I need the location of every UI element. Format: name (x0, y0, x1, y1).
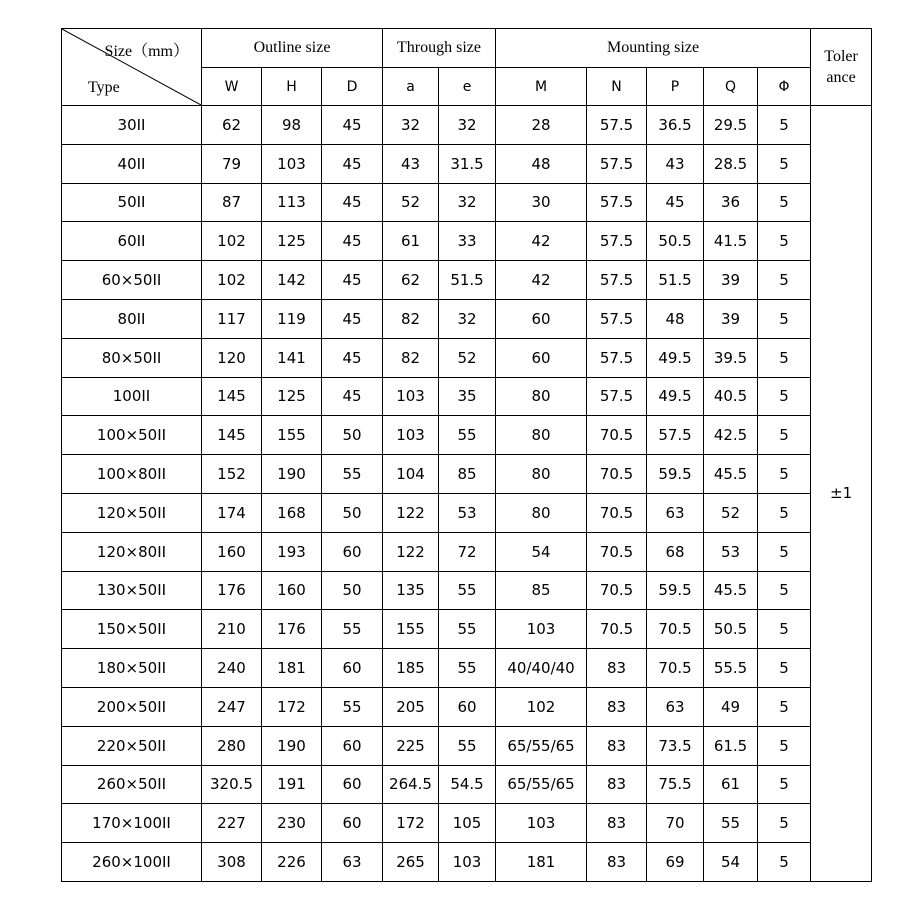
cell-p: 59.5 (647, 571, 704, 610)
cell-w: 280 (202, 726, 262, 765)
through-size-header: Through size (383, 29, 496, 68)
cell-a: 265 (383, 843, 439, 882)
cell-m: 103 (496, 610, 587, 649)
cell-h: 125 (262, 222, 322, 261)
cell-w: 227 (202, 804, 262, 843)
cell-h: 160 (262, 571, 322, 610)
col-header-n: N (587, 68, 647, 106)
cell-m: 30 (496, 183, 587, 222)
cell-e: 33 (439, 222, 496, 261)
cell-h: 125 (262, 377, 322, 416)
table-row (62, 532, 872, 571)
cell-n: 83 (587, 726, 647, 765)
cell-d: 55 (322, 610, 383, 649)
cell-phi: 5 (758, 222, 811, 261)
cell-a: 104 (383, 455, 439, 494)
cell-a: 155 (383, 610, 439, 649)
cell-p: 49.5 (647, 377, 704, 416)
cell-phi: 5 (758, 726, 811, 765)
cell-n: 57.5 (587, 338, 647, 377)
cell-phi: 5 (758, 377, 811, 416)
header-row-1 (62, 29, 872, 68)
table-row (62, 144, 872, 183)
cell-d: 63 (322, 843, 383, 882)
cell-e: 32 (439, 106, 496, 145)
cell-n: 83 (587, 804, 647, 843)
cell-m: 80 (496, 377, 587, 416)
cell-m: 103 (496, 804, 587, 843)
cell-e: 105 (439, 804, 496, 843)
type-cell: 260×50ΙΙ (62, 765, 202, 804)
cell-m: 28 (496, 106, 587, 145)
cell-n: 57.5 (587, 222, 647, 261)
cell-e: 55 (439, 571, 496, 610)
cell-w: 320.5 (202, 765, 262, 804)
cell-n: 57.5 (587, 183, 647, 222)
cell-e: 55 (439, 416, 496, 455)
cell-q: 52 (704, 493, 758, 532)
type-label: Type (88, 79, 120, 96)
cell-h: 119 (262, 299, 322, 338)
cell-m: 102 (496, 687, 587, 726)
table-row (62, 649, 872, 688)
cell-h: 190 (262, 726, 322, 765)
table-row (62, 493, 872, 532)
table-row (62, 183, 872, 222)
cell-w: 210 (202, 610, 262, 649)
cell-p: 48 (647, 299, 704, 338)
cell-d: 60 (322, 765, 383, 804)
cell-a: 62 (383, 261, 439, 300)
cell-d: 60 (322, 804, 383, 843)
cell-m: 80 (496, 416, 587, 455)
cell-a: 135 (383, 571, 439, 610)
cell-m: 42 (496, 222, 587, 261)
type-cell: 130×50ΙΙ (62, 571, 202, 610)
cell-w: 308 (202, 843, 262, 882)
col-header-m: M (496, 68, 587, 106)
type-cell: 120×80ΙΙ (62, 532, 202, 571)
size-unit-label: Size（mm） (104, 43, 189, 60)
table-row (62, 416, 872, 455)
cell-q: 39 (704, 299, 758, 338)
table-row (62, 222, 872, 261)
cell-a: 82 (383, 299, 439, 338)
cell-a: 205 (383, 687, 439, 726)
cell-n: 83 (587, 649, 647, 688)
cell-w: 62 (202, 106, 262, 145)
outline-size-header: Outline size (202, 29, 383, 68)
cell-d: 50 (322, 493, 383, 532)
cell-q: 45.5 (704, 455, 758, 494)
cell-phi: 5 (758, 493, 811, 532)
type-cell: 120×50ΙΙ (62, 493, 202, 532)
tolerance-value: ±1 (811, 106, 872, 882)
cell-m: 80 (496, 493, 587, 532)
cell-p: 63 (647, 687, 704, 726)
cell-n: 83 (587, 843, 647, 882)
cell-d: 45 (322, 183, 383, 222)
cell-d: 45 (322, 299, 383, 338)
table-row (62, 571, 872, 610)
col-header-a: a (383, 68, 439, 106)
cell-w: 120 (202, 338, 262, 377)
cell-w: 174 (202, 493, 262, 532)
cell-p: 57.5 (647, 416, 704, 455)
cell-phi: 5 (758, 299, 811, 338)
type-cell: 60×50ΙΙ (62, 261, 202, 300)
cell-h: 168 (262, 493, 322, 532)
cell-e: 32 (439, 299, 496, 338)
cell-h: 155 (262, 416, 322, 455)
cell-d: 55 (322, 455, 383, 494)
cell-p: 73.5 (647, 726, 704, 765)
cell-p: 50.5 (647, 222, 704, 261)
cell-w: 160 (202, 532, 262, 571)
cell-w: 145 (202, 377, 262, 416)
cell-p: 59.5 (647, 455, 704, 494)
table-row (62, 687, 872, 726)
cell-p: 70.5 (647, 610, 704, 649)
cell-p: 75.5 (647, 765, 704, 804)
cell-h: 230 (262, 804, 322, 843)
cell-h: 181 (262, 649, 322, 688)
cell-d: 45 (322, 377, 383, 416)
cell-h: 190 (262, 455, 322, 494)
cell-n: 70.5 (587, 493, 647, 532)
cell-m: 48 (496, 144, 587, 183)
cell-m: 42 (496, 261, 587, 300)
cell-p: 45 (647, 183, 704, 222)
cell-d: 60 (322, 649, 383, 688)
cell-n: 70.5 (587, 455, 647, 494)
cell-q: 45.5 (704, 571, 758, 610)
cell-d: 45 (322, 106, 383, 145)
cell-h: 226 (262, 843, 322, 882)
cell-d: 45 (322, 261, 383, 300)
cell-d: 45 (322, 144, 383, 183)
cell-a: 43 (383, 144, 439, 183)
cell-d: 45 (322, 222, 383, 261)
cell-a: 32 (383, 106, 439, 145)
cell-phi: 5 (758, 144, 811, 183)
type-cell: 30ΙΙ (62, 106, 202, 145)
cell-m: 60 (496, 299, 587, 338)
table-row (62, 261, 872, 300)
cell-e: 35 (439, 377, 496, 416)
table-row (62, 106, 872, 145)
cell-e: 52 (439, 338, 496, 377)
cell-n: 70.5 (587, 532, 647, 571)
cell-p: 63 (647, 493, 704, 532)
cell-n: 70.5 (587, 610, 647, 649)
type-cell: 80ΙΙ (62, 299, 202, 338)
type-cell: 40ΙΙ (62, 144, 202, 183)
type-cell: 80×50ΙΙ (62, 338, 202, 377)
table-row (62, 843, 872, 882)
tolerance-header (811, 29, 872, 106)
cell-d: 45 (322, 338, 383, 377)
diagonal-header-cell (62, 29, 202, 106)
cell-phi: 5 (758, 804, 811, 843)
cell-p: 69 (647, 843, 704, 882)
cell-h: 98 (262, 106, 322, 145)
cell-e: 55 (439, 649, 496, 688)
cell-q: 53 (704, 532, 758, 571)
cell-p: 49.5 (647, 338, 704, 377)
cell-w: 240 (202, 649, 262, 688)
dimension-table (61, 28, 872, 882)
cell-m: 181 (496, 843, 587, 882)
tolerance-header-line1: Toler (824, 48, 858, 65)
cell-m: 65/55/65 (496, 765, 587, 804)
cell-q: 61.5 (704, 726, 758, 765)
table-row (62, 765, 872, 804)
cell-e: 72 (439, 532, 496, 571)
cell-a: 122 (383, 493, 439, 532)
cell-e: 53 (439, 493, 496, 532)
cell-h: 193 (262, 532, 322, 571)
cell-q: 61 (704, 765, 758, 804)
cell-phi: 5 (758, 610, 811, 649)
type-cell: 180×50ΙΙ (62, 649, 202, 688)
cell-q: 49 (704, 687, 758, 726)
cell-m: 54 (496, 532, 587, 571)
cell-w: 117 (202, 299, 262, 338)
cell-p: 68 (647, 532, 704, 571)
cell-q: 55 (704, 804, 758, 843)
col-header-q: Q (704, 68, 758, 106)
cell-q: 40.5 (704, 377, 758, 416)
cell-q: 28.5 (704, 144, 758, 183)
type-cell: 100ΙΙ (62, 377, 202, 416)
cell-a: 185 (383, 649, 439, 688)
cell-m: 60 (496, 338, 587, 377)
table-row (62, 726, 872, 765)
cell-n: 83 (587, 687, 647, 726)
table-row (62, 455, 872, 494)
col-header-phi: Φ (758, 68, 811, 106)
cell-w: 79 (202, 144, 262, 183)
cell-d: 55 (322, 687, 383, 726)
cell-d: 50 (322, 571, 383, 610)
cell-p: 51.5 (647, 261, 704, 300)
cell-phi: 5 (758, 843, 811, 882)
cell-q: 54 (704, 843, 758, 882)
table-row (62, 299, 872, 338)
cell-q: 39.5 (704, 338, 758, 377)
mounting-size-header: Mounting size (496, 29, 811, 68)
type-cell: 100×50ΙΙ (62, 416, 202, 455)
type-cell: 200×50ΙΙ (62, 687, 202, 726)
cell-w: 176 (202, 571, 262, 610)
cell-n: 83 (587, 765, 647, 804)
cell-m: 65/55/65 (496, 726, 587, 765)
cell-e: 54.5 (439, 765, 496, 804)
cell-n: 57.5 (587, 377, 647, 416)
cell-h: 172 (262, 687, 322, 726)
cell-a: 82 (383, 338, 439, 377)
cell-phi: 5 (758, 687, 811, 726)
cell-phi: 5 (758, 338, 811, 377)
table-row (62, 610, 872, 649)
col-header-e: e (439, 68, 496, 106)
col-header-p: P (647, 68, 704, 106)
tolerance-header-line2: ance (826, 69, 856, 86)
cell-d: 60 (322, 532, 383, 571)
type-cell: 260×100ΙΙ (62, 843, 202, 882)
table-row (62, 804, 872, 843)
table-row (62, 338, 872, 377)
cell-q: 29.5 (704, 106, 758, 145)
col-header-w: W (202, 68, 262, 106)
cell-phi: 5 (758, 571, 811, 610)
cell-a: 103 (383, 377, 439, 416)
cell-n: 57.5 (587, 299, 647, 338)
cell-m: 80 (496, 455, 587, 494)
cell-w: 102 (202, 261, 262, 300)
col-header-h: H (262, 68, 322, 106)
cell-p: 43 (647, 144, 704, 183)
cell-q: 50.5 (704, 610, 758, 649)
cell-n: 70.5 (587, 571, 647, 610)
cell-phi: 5 (758, 416, 811, 455)
cell-n: 57.5 (587, 106, 647, 145)
cell-p: 36.5 (647, 106, 704, 145)
cell-h: 176 (262, 610, 322, 649)
cell-a: 264.5 (383, 765, 439, 804)
cell-e: 32 (439, 183, 496, 222)
cell-h: 103 (262, 144, 322, 183)
cell-e: 55 (439, 726, 496, 765)
cell-n: 57.5 (587, 144, 647, 183)
cell-e: 55 (439, 610, 496, 649)
cell-q: 42.5 (704, 416, 758, 455)
cell-a: 61 (383, 222, 439, 261)
type-cell: 220×50ΙΙ (62, 726, 202, 765)
cell-n: 70.5 (587, 416, 647, 455)
cell-a: 52 (383, 183, 439, 222)
cell-w: 102 (202, 222, 262, 261)
cell-p: 70 (647, 804, 704, 843)
cell-phi: 5 (758, 532, 811, 571)
cell-w: 145 (202, 416, 262, 455)
cell-phi: 5 (758, 649, 811, 688)
cell-q: 41.5 (704, 222, 758, 261)
cell-e: 85 (439, 455, 496, 494)
cell-n: 57.5 (587, 261, 647, 300)
type-cell: 170×100ΙΙ (62, 804, 202, 843)
cell-phi: 5 (758, 765, 811, 804)
cell-e: 60 (439, 687, 496, 726)
cell-h: 191 (262, 765, 322, 804)
cell-a: 172 (383, 804, 439, 843)
cell-q: 36 (704, 183, 758, 222)
type-cell: 100×80ΙΙ (62, 455, 202, 494)
cell-m: 40/40/40 (496, 649, 587, 688)
cell-e: 31.5 (439, 144, 496, 183)
col-header-d: D (322, 68, 383, 106)
cell-phi: 5 (758, 183, 811, 222)
cell-e: 51.5 (439, 261, 496, 300)
cell-q: 39 (704, 261, 758, 300)
cell-w: 87 (202, 183, 262, 222)
type-cell: 150×50ΙΙ (62, 610, 202, 649)
cell-h: 113 (262, 183, 322, 222)
cell-phi: 5 (758, 261, 811, 300)
cell-h: 142 (262, 261, 322, 300)
cell-a: 225 (383, 726, 439, 765)
cell-a: 122 (383, 532, 439, 571)
cell-phi: 5 (758, 455, 811, 494)
cell-m: 85 (496, 571, 587, 610)
type-cell: 50ΙΙ (62, 183, 202, 222)
cell-w: 152 (202, 455, 262, 494)
cell-q: 55.5 (704, 649, 758, 688)
type-cell: 60ΙΙ (62, 222, 202, 261)
cell-p: 70.5 (647, 649, 704, 688)
cell-h: 141 (262, 338, 322, 377)
cell-d: 60 (322, 726, 383, 765)
cell-a: 103 (383, 416, 439, 455)
cell-d: 50 (322, 416, 383, 455)
table-row (62, 377, 872, 416)
cell-e: 103 (439, 843, 496, 882)
cell-phi: 5 (758, 106, 811, 145)
cell-w: 247 (202, 687, 262, 726)
